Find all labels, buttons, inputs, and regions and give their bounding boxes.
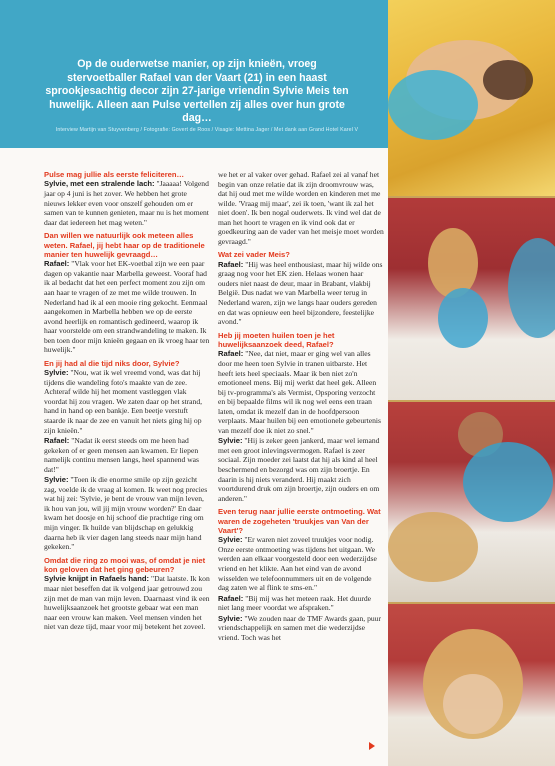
photo-woman-kneeling	[388, 198, 555, 400]
photo-couple-lying	[388, 0, 555, 196]
question-heading: Heb jij moeten huilen toen je het huwelijksaanzoek deed, Rafael?	[218, 330, 335, 350]
speaker-name: Sylvie knijpt in Rafaels hand:	[44, 574, 150, 584]
speaker-name: Sylvie:	[218, 436, 243, 446]
photo-figure	[483, 60, 533, 100]
speaker-name: Rafael:	[218, 349, 244, 359]
photo-figure	[508, 238, 555, 338]
speaker-name: Rafael:	[44, 436, 70, 446]
answer-text: "Nou, wat ik wel vreemd vond, was dat hij tijdens die wandeling foto's maakte van de zee. Achteraf wilde hij het moment vastleggen vlak voordat hij zou vragen. We zaten daar op het strand, hand in hand op een bankje. Een beetje verstuft staarde ik naar de zee en vanuit het niets ging hij op zijn knieën."	[44, 368, 203, 435]
question-heading: Even terug naar jullie eerste ontmoeting. Wat waren de zogeheten 'truukjes van Van der Vaart'?	[218, 507, 381, 535]
answer-paragraph	[218, 535, 384, 592]
speaker-name: Rafael:	[44, 259, 70, 269]
photo-couple-pillows	[388, 402, 555, 602]
photo-figure	[463, 442, 553, 522]
photo-figure	[438, 288, 488, 348]
text-column-1	[44, 170, 210, 633]
photo-figure	[428, 228, 478, 298]
answer-text: "Dat laatste. Ik kon maar niet beseffen dat ik volgend jaar getrouwd zou zijn met de man van mijn leven. Daarnaast vind ik een huwelijksaanzoek het grootste gebaar wat een man naar een vrouw kan maken. Veel mensen vinden het niet van deze tijd, maar voor mij betekent het zoveel.	[44, 574, 210, 632]
answer-paragraph	[44, 259, 210, 354]
photo-strip	[388, 0, 555, 766]
speaker-name: Sylvie:	[218, 535, 243, 545]
speaker-name: Sylvie:	[218, 613, 243, 623]
answer-text: "Hij was heel enthousiast, maar hij wilde ons graag nog voor het EK zien. Helaas wonen haar ouders niet naast de deur, maar in Brabant, vlakbij België. Dus nadat we van Marbella weer terug in Nederland waren, zijn we langs haar ouders gereden en dat was opnieuw een heel bijzondere, feestelijke avond."	[218, 259, 383, 327]
answer-text: "Hij is zeker geen jankerd, maar wel iemand met een groot inlevingsvermogen. Rafael is zeer sociaal. Zijn moeder zei laatst dat hij als kind al heel beschermend en bezorgd was om zijn broertje. En daarin is hij niets veranderd. Hij maakt zich voortdurend druk om zijn broertje, zijn ouders en om anderen."	[218, 436, 380, 503]
answer-paragraph	[218, 594, 384, 613]
answer-paragraph	[218, 170, 384, 246]
answer-paragraph	[44, 436, 210, 474]
speaker-name: Sylvie:	[44, 475, 69, 485]
answer-paragraph	[44, 368, 210, 435]
answer-text: "We zouden naar de TMF Awards gaan, puur vriendschappelijk en samen met die wederzijdse vriend. Toch was het	[218, 613, 381, 642]
answer-text: we het er al vaker over gehad. Rafael zei al vanaf het begin van onze relatie dat ik zijn droomvrouw was, dat hij oud met me wilde worden en kinderen met me wilde. 'Vraag mij maar', zei ik toen, 'want ik zal het niet doen'. Ik ben nogal ouderwets. Ik vind wel dat de man het hoort te vragen en ik vind ook dat er goedkeuring aan de vader van het meisje moet worden gevraagd."	[218, 170, 384, 246]
speaker-name: Sylvie:	[44, 368, 69, 378]
answer-text: "Toen ik die enorme smile op zijn gezicht zag, voelde ik de vraag al komen. Ik weet nog precies wat hij zei: 'Sylvie, je bent de vrouw van mijn leven, ik hou van jou, wil jij mijn vrouw worden?' En daar kwam het doosje en hij schoof die prachtige ring om mijn vinger. Ik huilde van blijdschap en gelukkig daarna heb ik vier dagen lang steeds naar mijn hand gekeken."	[44, 475, 208, 552]
speaker-name: Sylvie, met een stralende lach:	[44, 179, 155, 189]
answer-text: "Er waren niet zoveel truukjes voor nodig. Onze eerste ontmoeting was tijdens het uitgaan. We werden aan elkaar voorgesteld door een wederzijdse vriend en het klikte. Aan het eind van de avond wisselden we telefoonnummers uit en de volgende dag zaten we al flink te sms-en."	[218, 535, 377, 593]
photo-figure	[388, 70, 478, 140]
answer-text: "Nadat ik eerst steeds om me heen had gekeken of er geen mensen aan kwamen. Er liepen namelijk continu mensen langs, heel spannend was dat!"	[44, 436, 200, 474]
answer-paragraph	[218, 260, 384, 327]
answer-paragraph	[218, 349, 384, 435]
answer-text: "Vlak voor het EK-voetbal zijn we een paar dagen op vakantie naar Marbella geweest. Vooraf had ik al bedacht dat het een perfect moment zou zijn om aan haar te vragen of ze met me wilde trouwen. In Nederland had ik al een mooie ring gekocht. Eenmaal aangekomen in Marbella hebben we op de eerste avond heerlijk en romantisch gedineerd, waarop ik haar voorstelde om een strandwandeling te maken. Ik ben toen door mijn knieën gegaan en ik vroeg haar ten huwelijk."	[44, 259, 210, 355]
photo-figure	[388, 512, 478, 582]
answer-paragraph	[44, 574, 210, 631]
question-heading: Wat zei vader Meis?	[218, 250, 290, 260]
answer-paragraph	[44, 475, 210, 551]
answer-text: "Nee, dat niet, maar er ging wel van alles door me heen toen Sylvie in tranen uitbarste. Het heeft iets heel speciaals. Maar ik ben niet zo'n emotioneel mens. Bij mij werkt dat heel gek. Alleen bij tv-programma's als Vermist, Opsporing verzocht en bij bepaalde films wil ik nog wel eens een traan laten, omdat ik mezelf dan in de hoofdpersoon verplaats. Maar huilen bij een emotionele gebeurtenis van mezelf doe ik niet zo snel."	[218, 349, 381, 435]
text-column-2	[218, 170, 384, 643]
answer-paragraph	[218, 614, 384, 643]
question-heading: Omdat die ring zo mooi was, of omdat je niet kon geloven dat het ging gebeuren?	[44, 555, 206, 575]
answer-paragraph	[218, 436, 384, 503]
intro-text: Op de ouderwetse manier, op zijn knieën, vroeg stervoetballer Rafael van der Vaart (21) in een haast sprookjesachtig decor zijn 27-jarige vriendin Sylvie Meis ten huwelijk. Alleen aan Pulse vertellen zij alles over hun grote dag…	[45, 58, 349, 125]
photo-figure	[443, 674, 503, 734]
photo-woman-laughing	[388, 604, 555, 766]
answer-text: "Bij mij was het meteen raak. Het duurde niet lang meer voordat we afspraken."	[218, 593, 372, 613]
speaker-name: Rafael:	[218, 259, 244, 269]
continue-arrow-icon	[369, 742, 375, 750]
question-heading: Pulse mag jullie als eerste feliciteren…	[44, 170, 185, 179]
speaker-name: Rafael:	[218, 593, 244, 603]
question-heading: En jij had al die tijd niks door, Sylvie?	[44, 358, 180, 368]
answer-text: "Jaaaaa! Volgend jaar op 4 juni is het zover. We hebben het grote nieuws lekker even voor onszelf gehouden om er samen van te kunnen genieten, maar nu is het moment daar dat iedereen het mag weten."	[44, 179, 209, 227]
credits-line: Interview Martijn van Stuyvenberg / Fotografie: Govert de Roos / Visagie: Mettina Jager / Met dank aan Grand Hotel Karel V	[55, 127, 359, 133]
answer-paragraph	[44, 179, 210, 227]
question-heading: Dan willen we natuurlijk ook meteen alles weten. Rafael, jij hebt haar op de traditionele manier ten huwelijk gevraagd…	[44, 231, 205, 259]
